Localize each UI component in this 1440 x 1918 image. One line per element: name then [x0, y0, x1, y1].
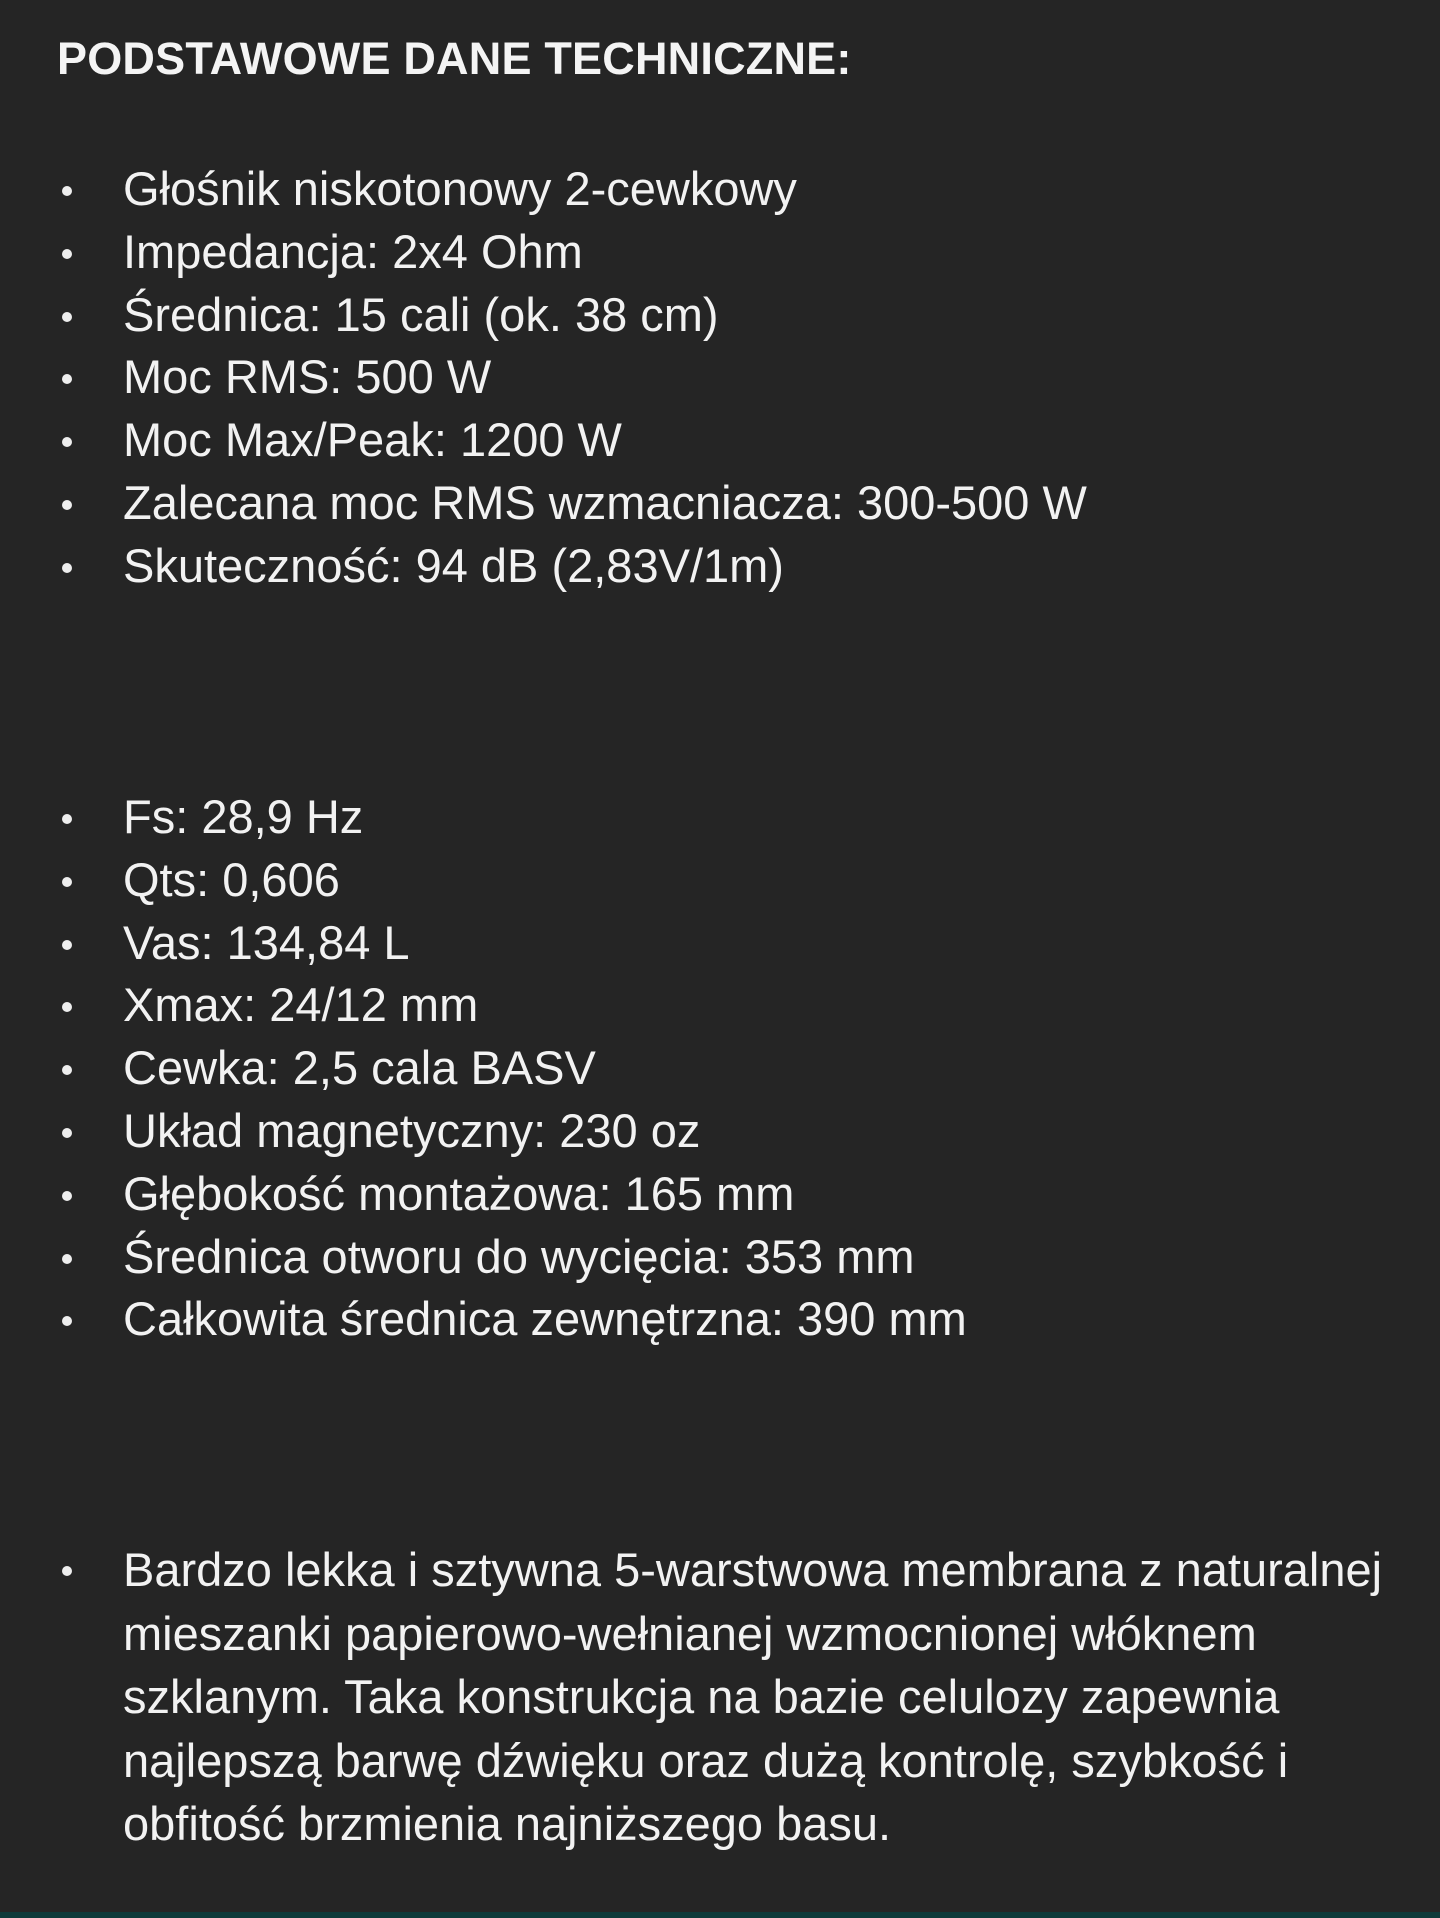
list-item: [0, 849, 1440, 912]
list-item-text: Średnica otworu do wycięcia: 353 mm: [123, 1229, 915, 1283]
list-item-text: Głębokość montażowa: 165 mm: [123, 1166, 795, 1220]
list-item-text: Całkowita średnica zewnętrzna: 390 mm: [123, 1292, 967, 1346]
list-item: [0, 409, 1440, 472]
list-item-text: Qts: 0,606: [123, 852, 340, 906]
list-item-text: Skuteczność: 94 dB (2,83V/1m): [123, 538, 784, 592]
list-item: [0, 1538, 1413, 1856]
list-item: [0, 974, 1440, 1037]
bullet-icon: [62, 563, 72, 573]
list-item-text: Vas: 134,84 L: [123, 915, 410, 969]
bullet-icon: [62, 1065, 72, 1075]
list-item: [0, 1288, 1440, 1351]
bullet-icon: [62, 1128, 72, 1138]
bullet-icon: [62, 500, 72, 510]
list-item-text: Impedancja: 2x4 Ohm: [123, 224, 583, 278]
list-item: [0, 535, 1440, 598]
bullet-icon: [62, 312, 72, 322]
list-item: [0, 158, 1440, 221]
bottom-edge-strip: [0, 1912, 1440, 1918]
thiele-small-params-list: [0, 786, 1440, 1351]
bullet-icon: [62, 374, 72, 384]
bullet-icon: [62, 186, 72, 196]
list-item-text: Cewka: 2,5 cala BASV: [123, 1041, 596, 1095]
bullet-icon: [62, 1254, 72, 1264]
bullet-icon: [62, 1002, 72, 1012]
list-item: [0, 221, 1440, 284]
bullet-icon: [62, 1191, 72, 1201]
basic-specs-list: [0, 158, 1440, 598]
list-item: [0, 1226, 1440, 1289]
list-item-text: Układ magnetyczny: 230 oz: [123, 1103, 701, 1157]
bullet-icon: [62, 940, 72, 950]
list-item: [0, 1037, 1440, 1100]
list-item-text: Moc RMS: 500 W: [123, 350, 492, 404]
page-title: PODSTAWOWE DANE TECHNICZNE:: [57, 33, 852, 84]
membrane-description-list: [0, 1538, 1440, 1856]
list-item: [0, 284, 1440, 347]
list-item: [0, 786, 1440, 849]
list-item: [0, 912, 1440, 975]
list-item-text: Fs: 28,9 Hz: [123, 790, 364, 843]
bullet-icon: [62, 814, 72, 824]
bullet-icon: [62, 249, 72, 259]
list-item-text: Xmax: 24/12 mm: [123, 978, 479, 1032]
list-item: [0, 472, 1440, 535]
bullet-icon: [62, 1316, 72, 1326]
bullet-icon: [62, 437, 72, 447]
list-item: [0, 346, 1440, 409]
list-item-text: Zalecana moc RMS wzmacniacza: 300-500 W: [123, 475, 1087, 529]
list-item-text: Bardzo lekka i sztywna 5-warstwowa membrana z naturalnej mieszanki papierowo-wełnianej wzmocnionej włóknem szklanym. Taka konstrukcja na bazie celulozy zapewnia najlepszą barwę dźwięku oraz dużą kontrolę, szybkość i obfitość brzmienia najniższego basu.: [123, 1543, 1383, 1850]
list-item: [0, 1100, 1440, 1163]
bullet-icon: [62, 1566, 72, 1576]
bullet-icon: [62, 877, 72, 887]
list-item: [0, 1163, 1440, 1226]
list-item-text: Głośnik niskotonowy 2-cewkowy: [123, 162, 797, 215]
list-item-text: Moc Max/Peak: 1200 W: [123, 413, 622, 467]
list-item-text: Średnica: 15 cali (ok. 38 cm): [123, 287, 719, 341]
